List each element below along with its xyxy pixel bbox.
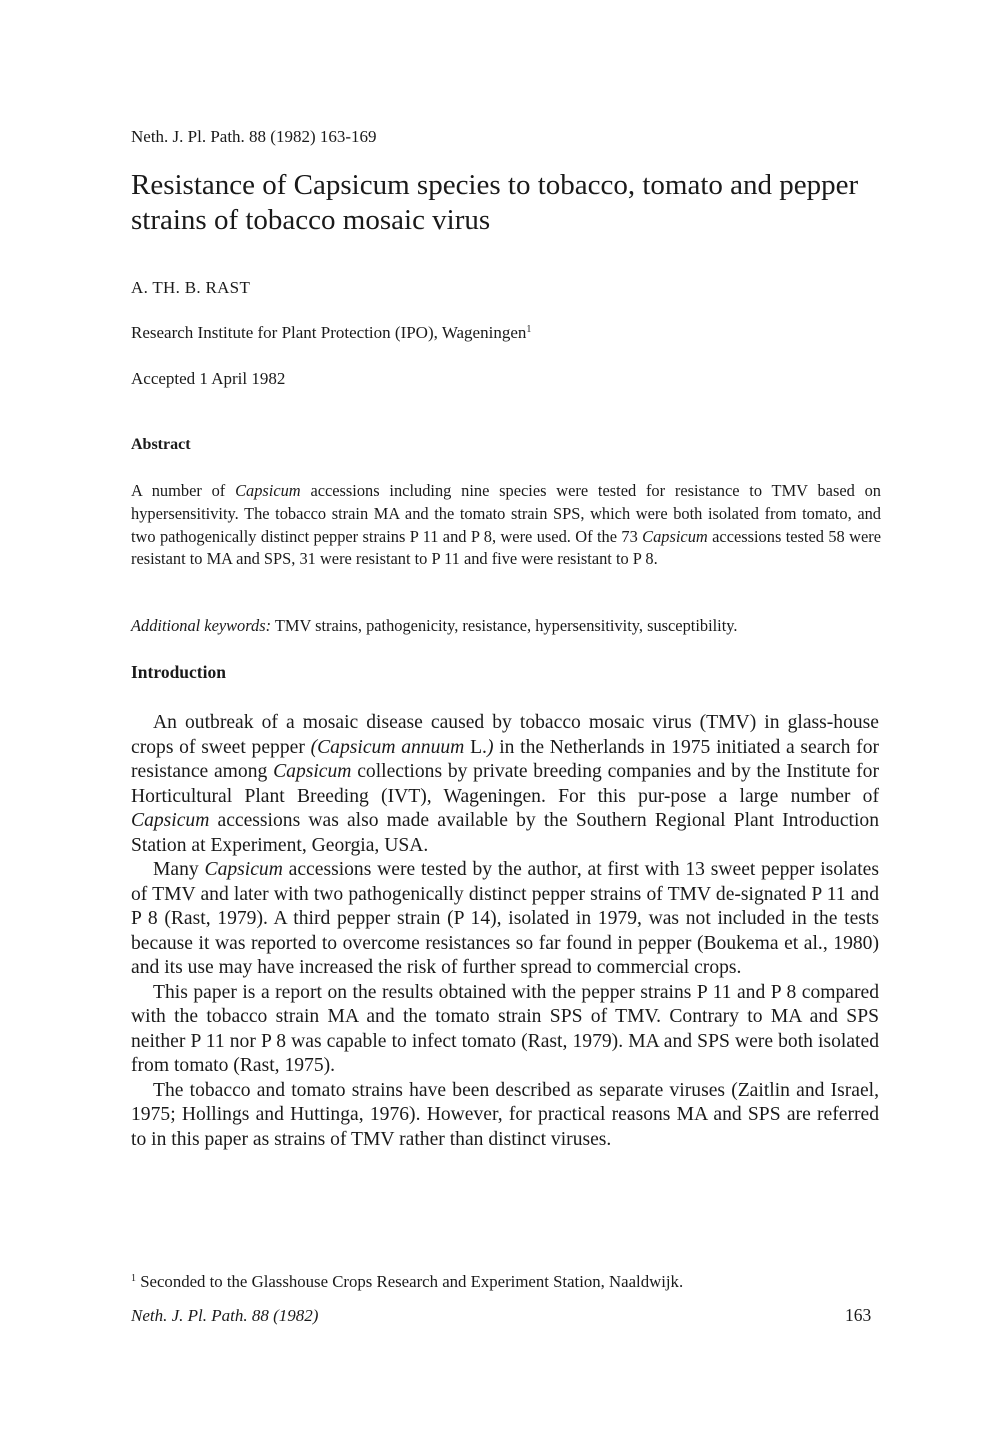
introduction-heading: Introduction <box>131 662 226 682</box>
text-run: accessions were tested by the author, at first with 13 sweet pepper isolates of TMV and later with two pathogenically distinct pepper strains of TMV de-signated P 11 and P 8 (Rast, 1979). A third pepper strain (P 14), isolated in 1979, was not included in the tests because it was reported to overcome resistances so far found in pepper (Boukema et al., 1980) and its use may have increased the risk of further spread to commercial crops. <box>131 859 879 978</box>
intro-paragraph-2 <box>131 858 879 981</box>
introduction-body <box>131 711 879 1152</box>
text-run: L. <box>464 736 487 758</box>
text-italic: Capsicum <box>273 761 352 782</box>
text-run: collections by private breeding companies and by the Institute for Horticultural Plant Breeding (IVT), Wageningen. For this pur-pose a large number of <box>131 761 879 807</box>
intro-paragraph-1 <box>131 711 879 858</box>
text-italic: (Capsicum annuum <box>310 736 465 758</box>
abstract-part: accessions tested 58 were resistant to MA and SPS, 31 were resistant to P 11 and five were resistant to P 8. <box>131 526 881 569</box>
author-affiliation <box>131 323 531 343</box>
text-run: in the Netherlands in 1975 initiated a search for resistance among <box>131 736 880 782</box>
abstract-heading: Abstract <box>131 436 191 453</box>
abstract-part: accessions including nine species were tested for resistance to TMV based on hypersensitivity. The tobacco strain MA and the tomato strain SPS, which were both isolated from tomato, and two pathogenically distinct pepper strains P 11 and P 8, were used. Of the 73 <box>131 481 881 546</box>
keywords-label: Additional keywords: <box>131 616 272 635</box>
footnote-text: Seconded to the Glasshouse Crops Research and Experiment Station, Naaldwijk. <box>136 1272 684 1291</box>
text-italic: Capsicum <box>131 810 210 831</box>
text-italic: Capsicum <box>204 859 283 880</box>
intro-paragraph-3: This paper is a report on the results obtained with the pepper strains P 11 and P 8 compared with the tobacco strain MA and the tomato strain SPS of TMV. Contrary to MA and SPS neither P 11 nor P 8 was capable to infect tomato (Rast, 1979). MA and SPS were both isolated from tomato (Rast, 1975). <box>131 981 879 1076</box>
abstract-part: A number of <box>131 481 236 500</box>
text-run: accessions was also made available by the Southern Regional Plant Introduction Station at Experiment, Georgia, USA. <box>131 810 879 856</box>
affiliation-text: Research Institute for Plant Protection (IPO), Wageningen <box>131 323 527 342</box>
abstract-italic: Capsicum <box>642 526 708 546</box>
footnote-mark: 1 <box>131 1273 136 1284</box>
footer-journal: Neth. J. Pl. Path. 88 (1982) <box>131 1306 319 1325</box>
affiliation-footnote-mark: 1 <box>526 324 532 335</box>
journal-citation: Neth. J. Pl. Path. 88 (1982) 163-169 <box>131 127 377 146</box>
accepted-date: Accepted 1 April 1982 <box>131 369 286 388</box>
text-run: Many <box>153 859 205 880</box>
page-number: 163 <box>845 1305 872 1325</box>
text-run: An outbreak of a mosaic disease caused by tobacco mosaic virus (TMV) in glass-house crops of sweet pepper <box>131 712 879 758</box>
intro-paragraph-4: The tobacco and tomato strains have been described as separate viruses (Zaitlin and Israel, 1975; Hollings and Huttinga, 1976). However, for practical reasons MA and SPS are referred to in this paper as strains of TMV rather than distinct viruses. <box>131 1079 879 1150</box>
footnote <box>131 1272 683 1292</box>
abstract-italic: Capsicum <box>235 481 301 500</box>
keywords-text: TMV strains, pathogenicity, resistance, hypersensitivity, susceptibility. <box>271 616 738 635</box>
additional-keywords <box>131 616 881 636</box>
article-title: Resistance of Capsicum species to tobacco, tomato and pepper strains of tobacco mosaic virus <box>131 169 859 236</box>
author-name: A. TH. B. RAST <box>131 278 251 297</box>
text-italic: ) <box>486 736 494 758</box>
abstract-text <box>131 480 881 571</box>
